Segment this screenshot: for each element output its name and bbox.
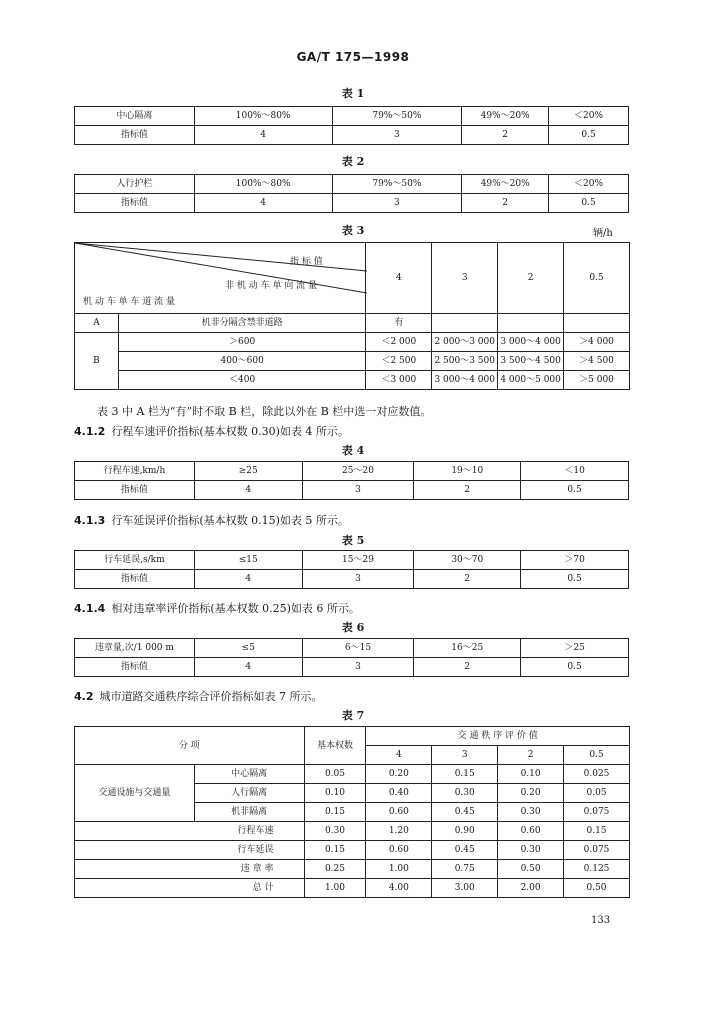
table-cell: 3 xyxy=(302,481,414,500)
table3-caption: 表 3 xyxy=(341,224,365,237)
table-cell: 总 计 xyxy=(75,879,305,898)
table-row xyxy=(75,860,630,879)
table-cell: 0.15 xyxy=(304,803,366,822)
table-cell: ≤15 xyxy=(194,551,302,570)
table-cell: 4 xyxy=(194,658,302,677)
section-text: 行程车速评价指标(基本权数 0.30)如表 4 所示。 xyxy=(111,425,349,438)
table-row xyxy=(75,126,629,145)
table-cell: 2 000～3 000 xyxy=(432,333,498,352)
table-cell: 4 xyxy=(194,194,332,213)
table-cell: 违 章 率 xyxy=(75,860,305,879)
table-cell: 3 xyxy=(432,243,498,314)
table-cell: 机非隔离 xyxy=(194,803,304,822)
table-cell: 0.60 xyxy=(366,841,432,860)
table-cell: ＞5 000 xyxy=(564,371,630,390)
table-cell: 4 xyxy=(366,746,432,765)
table-cell: 2.00 xyxy=(498,879,564,898)
table6 xyxy=(74,638,629,677)
section-number: 4.1.3 xyxy=(74,514,106,527)
table-cell: 3 xyxy=(332,126,462,145)
diag-label-top: 指 标 值 xyxy=(290,257,323,267)
table-cell: 2 xyxy=(462,126,549,145)
table-row xyxy=(75,879,630,898)
table-cell: 4 xyxy=(194,481,302,500)
table5-caption: 表 5 xyxy=(341,534,365,547)
table-cell: 4 xyxy=(366,243,432,314)
table-cell: 3 xyxy=(432,746,498,765)
table-cell: 2 xyxy=(462,194,549,213)
table-cell: 3 xyxy=(332,194,462,213)
table-cell: 0.25 xyxy=(304,860,366,879)
table-cell: 中心隔离 xyxy=(75,107,195,126)
table-cell: 4 000～5 000 xyxy=(498,371,564,390)
table-cell: 有 xyxy=(366,314,432,333)
table-cell: 0.10 xyxy=(304,784,366,803)
table-cell: 79%～50% xyxy=(332,107,462,126)
section-4-1-4 xyxy=(74,600,360,616)
table-cell: 行程车速 xyxy=(75,822,305,841)
table-cell: 0.075 xyxy=(564,841,630,860)
table-cell: ＞70 xyxy=(521,551,629,570)
table-cell: 0.20 xyxy=(366,765,432,784)
table-cell: 0.60 xyxy=(366,803,432,822)
section-4-2 xyxy=(74,688,323,704)
section-text: 行车延误评价指标(基本权数 0.15)如表 5 所示。 xyxy=(111,514,349,527)
table-cell: 16～25 xyxy=(414,639,521,658)
table-cell: ＜2 000 xyxy=(366,333,432,352)
table-cell: ＞4 500 xyxy=(564,352,630,371)
table-cell: A xyxy=(75,314,119,333)
table-cell: 行程车速,km/h xyxy=(75,462,195,481)
section-text: 相对违章率评价指标(基本权数 0.25)如表 6 所示。 xyxy=(111,602,360,615)
page-header: GA/T 175—1998 xyxy=(296,50,410,64)
table-cell: 0.60 xyxy=(498,822,564,841)
table-cell: 0.5 xyxy=(549,194,629,213)
table-cell: 49%～20% xyxy=(462,175,549,194)
table-cell: 100%～80% xyxy=(194,175,332,194)
table-cell: ≥25 xyxy=(194,462,302,481)
diagonal-header-cell xyxy=(75,243,366,314)
table-cell: 机非分隔含禁非道路 xyxy=(118,314,365,333)
table-cell: 6～15 xyxy=(302,639,414,658)
table-cell: 中心隔离 xyxy=(194,765,304,784)
table-cell: 2 xyxy=(414,481,521,500)
table-row xyxy=(75,314,630,333)
table-cell: 行车延误,s/km xyxy=(75,551,195,570)
table-cell: ＞4 000 xyxy=(564,333,630,352)
table-cell: 0.50 xyxy=(498,860,564,879)
table-cell: 指标值 xyxy=(75,570,195,589)
table-cell: 15～29 xyxy=(302,551,414,570)
table-row xyxy=(75,765,630,784)
table-cell: 3 000～4 000 xyxy=(498,333,564,352)
table-cell: 0.15 xyxy=(564,822,630,841)
table-cell: 2 500～3 500 xyxy=(432,352,498,371)
table-cell: ＜20% xyxy=(549,175,629,194)
table-cell: 0.125 xyxy=(564,860,630,879)
table-cell: 0.30 xyxy=(432,784,498,803)
table-cell: ＜2 500 xyxy=(366,352,432,371)
table3-unit: 辆/h xyxy=(593,228,613,239)
table-row xyxy=(75,175,629,194)
section-text: 城市道路交通秩序综合评价指标如表 7 所示。 xyxy=(99,690,323,703)
table3 xyxy=(74,242,630,390)
table-cell: 0.5 xyxy=(521,570,629,589)
table4-caption: 表 4 xyxy=(341,444,365,457)
table-cell: 违章量,次/1 000 m xyxy=(75,639,195,658)
table-cell xyxy=(498,314,564,333)
table-row xyxy=(75,352,630,371)
table-cell: 3 500～4 500 xyxy=(498,352,564,371)
diag-label-mid: 非 机 动 车 单 向 流 量 xyxy=(225,281,318,291)
table1 xyxy=(74,106,629,145)
table-cell: 0.30 xyxy=(498,841,564,860)
table-row xyxy=(75,658,629,677)
table-row xyxy=(75,551,629,570)
table-group-label: 交通设施与交通量 xyxy=(75,765,195,822)
table-row xyxy=(75,107,629,126)
table-cell: ＜400 xyxy=(118,371,365,390)
table-cell: 30～70 xyxy=(414,551,521,570)
table-cell: 3 xyxy=(302,570,414,589)
table-cell: 0.15 xyxy=(304,841,366,860)
table-cell: 2 xyxy=(414,658,521,677)
table-cell: 0.5 xyxy=(564,243,630,314)
table-cell: 79%～50% xyxy=(332,175,462,194)
table-cell: 0.90 xyxy=(432,822,498,841)
table-cell: 人行隔离 xyxy=(194,784,304,803)
table-cell: 2 xyxy=(414,570,521,589)
table-cell: 0.075 xyxy=(564,803,630,822)
page-number: 133 xyxy=(591,915,611,926)
table-row xyxy=(75,481,629,500)
table-cell: 4.00 xyxy=(366,879,432,898)
table-cell: 指标值 xyxy=(75,194,195,213)
table-row xyxy=(75,570,629,589)
table7 xyxy=(74,726,630,898)
table-cell xyxy=(564,314,630,333)
table-cell: ＞600 xyxy=(118,333,365,352)
table-cell: ≤5 xyxy=(194,639,302,658)
table-cell: 0.20 xyxy=(498,784,564,803)
table2 xyxy=(74,174,629,213)
table-cell: 0.30 xyxy=(498,803,564,822)
section-number: 4.1.4 xyxy=(74,602,106,615)
table-cell: 0.10 xyxy=(498,765,564,784)
table3-note: 表 3 中 A 栏为“有”时不取 B 栏，除此以外在 B 栏中选一对应数值。 xyxy=(97,405,432,418)
section-number: 4.2 xyxy=(74,690,94,703)
table-cell: ＜10 xyxy=(521,462,629,481)
table-row xyxy=(75,243,630,314)
table-cell: 100%～80% xyxy=(194,107,332,126)
table-cell: 1.00 xyxy=(366,860,432,879)
table-cell: 1.00 xyxy=(304,879,366,898)
table-cell: 400～600 xyxy=(118,352,365,371)
table-cell: 0.025 xyxy=(564,765,630,784)
table-cell: 指标值 xyxy=(75,658,195,677)
table-header-item: 分 项 xyxy=(75,727,305,765)
table-cell: 19～10 xyxy=(414,462,521,481)
table-cell: 0.5 xyxy=(564,746,630,765)
table-cell: 0.75 xyxy=(432,860,498,879)
table-row xyxy=(75,194,629,213)
table-cell: ＜3 000 xyxy=(366,371,432,390)
table-cell: 0.30 xyxy=(304,822,366,841)
table-cell xyxy=(432,314,498,333)
diag-label-bottom: 机 动 车 单 车 道 流 量 xyxy=(83,297,176,307)
table-row xyxy=(75,462,629,481)
table-header-eval: 交 通 秩 序 评 价 值 xyxy=(366,727,630,746)
table6-caption: 表 6 xyxy=(341,621,365,634)
table-cell: 指标值 xyxy=(75,126,195,145)
table-header-weight: 基本权数 xyxy=(304,727,366,765)
table-cell: 0.5 xyxy=(549,126,629,145)
table-cell: ＞25 xyxy=(521,639,629,658)
table-cell: B xyxy=(75,333,119,390)
section-4-1-2 xyxy=(74,423,349,439)
table-cell: 0.5 xyxy=(521,658,629,677)
table-cell: 4 xyxy=(194,570,302,589)
table-cell: 3.00 xyxy=(432,879,498,898)
table-cell: 0.45 xyxy=(432,841,498,860)
table-row xyxy=(75,822,630,841)
table-cell: 指标值 xyxy=(75,481,195,500)
table-cell: 1.20 xyxy=(366,822,432,841)
table2-caption: 表 2 xyxy=(341,155,365,168)
table-cell: 3 000～4 000 xyxy=(432,371,498,390)
table-row xyxy=(75,841,630,860)
table-row xyxy=(75,727,630,746)
table-row xyxy=(75,333,630,352)
table-cell: 0.05 xyxy=(564,784,630,803)
table-cell: 0.5 xyxy=(521,481,629,500)
table4 xyxy=(74,461,629,500)
table7-caption: 表 7 xyxy=(341,709,365,722)
table-cell: 人行护栏 xyxy=(75,175,195,194)
table1-caption: 表 1 xyxy=(341,87,365,100)
table-cell: 0.15 xyxy=(432,765,498,784)
table-cell: 0.45 xyxy=(432,803,498,822)
table-cell: 4 xyxy=(194,126,332,145)
table-cell: 0.05 xyxy=(304,765,366,784)
table-cell: 2 xyxy=(498,746,564,765)
table-cell: 25～20 xyxy=(302,462,414,481)
section-4-1-3 xyxy=(74,512,349,528)
table-cell: 0.40 xyxy=(366,784,432,803)
table-row xyxy=(75,371,630,390)
table-cell: 2 xyxy=(498,243,564,314)
table-cell: ＜20% xyxy=(549,107,629,126)
table5 xyxy=(74,550,629,589)
table-cell: 49%～20% xyxy=(462,107,549,126)
table-cell: 行车延误 xyxy=(75,841,305,860)
table-row xyxy=(75,639,629,658)
table-cell: 0.50 xyxy=(564,879,630,898)
section-number: 4.1.2 xyxy=(74,425,106,438)
table-cell: 3 xyxy=(302,658,414,677)
